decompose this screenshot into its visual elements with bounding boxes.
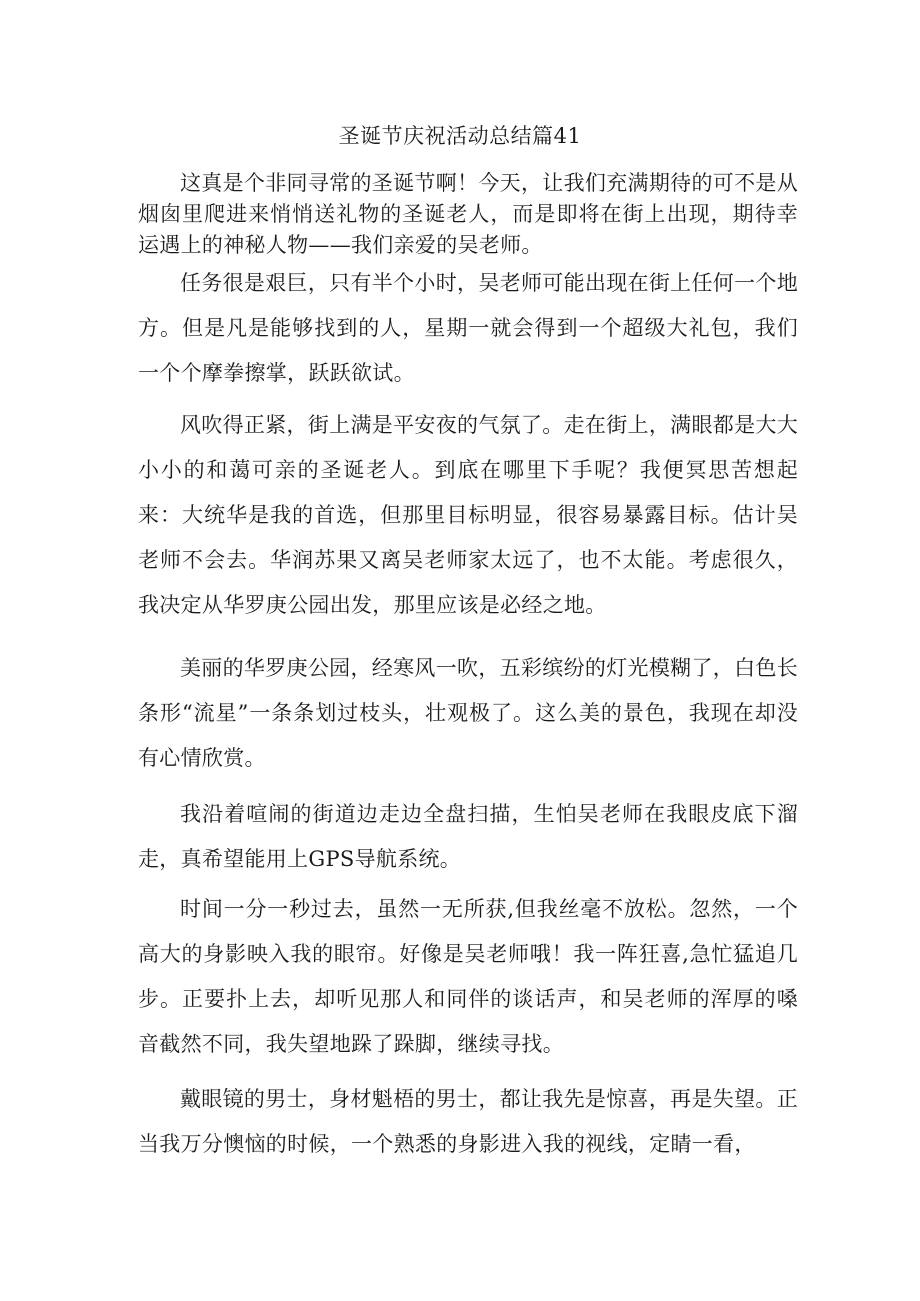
paragraph-5: 我沿着喧闹的街道边走边全盘扫描，生怕吴老师在我眼皮底下溜走，真希望能用上GPS导航系统。 (138, 802, 798, 871)
paragraph-4: 美丽的华罗庚公园，经寒风一吹，五彩缤纷的灯光模糊了，白色长条形“流星”一条条划过枝头，壮观极了。这么美的景色，我现在却没有心情欣赏。 (138, 656, 798, 770)
paragraph-7: 戴眼镜的男士，身材魁梧的男士，都让我先是惊喜，再是失望。正当我万分懊恼的时候，一个熟悉的身影进入我的视线，定睛一看， (138, 1087, 798, 1156)
paragraph-3: 风吹得正紧，街上满是平安夜的气氛了。走在街上，满眼都是大大小小的和蔼可亲的圣诞老人。到底在哪里下手呢？我便冥思苦想起来：大统华是我的首选，但那里目标明显，很容易暴露目标。估计吴老师不会去。华润苏果又离吴老师家太远了，也不太能。考虑很久，我决定从华罗庚公园出发，那里应该是必经之地。 (138, 413, 798, 617)
paragraph-6: 时间一分一秒过去，虽然一无所获,但我丝毫不放松。忽然，一个高大的身影映入我的眼帘。好像是吴老师哦！我一阵狂喜,急忙猛追几步。正要扑上去，却听见那人和同伴的谈话声，和吴老师的浑厚的嗓音截然不同，我失望地跺了跺脚，继续寻找。 (138, 897, 798, 1056)
paragraph-1: 这真是个非同寻常的圣诞节啊！今天，让我们充满期待的可不是从烟囱里爬进来悄悄送礼物的圣诞老人，而是即将在街上出现，期待幸运遇上的神秘人物——我们亲爱的吴老师。 (138, 171, 798, 257)
document-title: 圣诞节庆祝活动总结篇41 (338, 124, 582, 148)
paragraph-2: 任务很是艰巨，只有半个小时，吴老师可能出现在街上任何一个地方。但是凡是能够找到的人，星期一就会得到一个超级大礼包，我们一个个摩拳擦掌，跃跃欲试。 (138, 271, 798, 385)
